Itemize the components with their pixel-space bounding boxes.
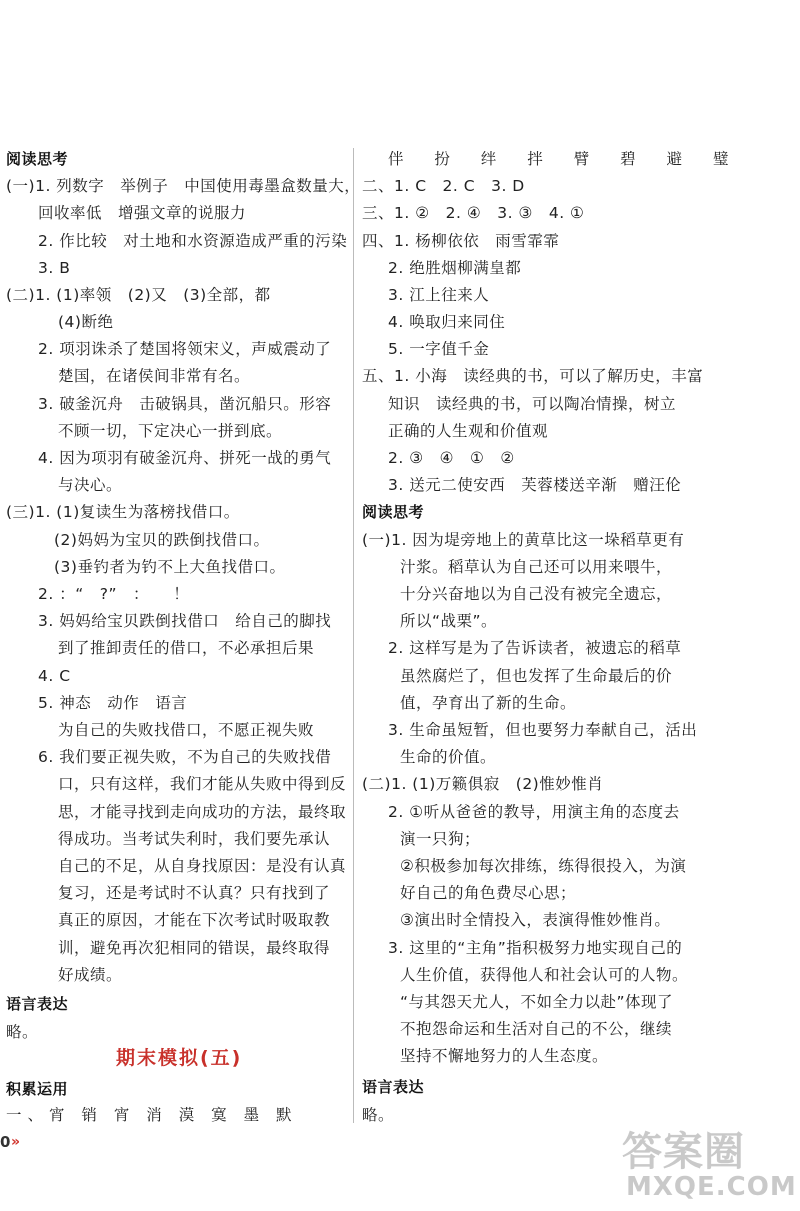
answer-line: 二、1. C 2. C 3. D [362,177,525,195]
answer-line: 2. 绝胜烟柳满皇都 [388,259,522,277]
answer-line: 4. C [38,667,71,685]
answer-line: 3. 破釜沉舟 击破锅具，凿沉船只。形容 [38,395,332,413]
answer-line: 知识 读经典的书，可以陶冶情操，树立 [388,395,677,413]
double-arrow-icon: » [11,1134,19,1150]
answer-line: 真正的原因，才能在下次考试时吸取教 [58,911,331,929]
answer-line: 人生价值，获得他人和社会认可的人物。 [400,966,689,984]
answer-line: “与其怨天尤人，不如全力以赴”体现了 [400,993,674,1011]
heading-language: 语言表达 [6,995,69,1013]
answer-line: 三、1. ② 2. ④ 3. ③ 4. ① [362,204,585,222]
answer-line: 好自己的角色费尽心思； [400,884,577,902]
answer-line: 值，孕育出了新的生命。 [400,694,577,712]
answer-line: 正确的人生观和价值观 [388,422,549,440]
answer-line: 虽然腐烂了，但也发挥了生命最后的价 [400,667,673,685]
answer-line: 口，只有这样，我们才能从失败中得到反 [58,775,347,793]
answer-line: 坚持不懈地努力的人生态度。 [400,1047,609,1065]
heading-accumulate: 积累运用 [6,1080,69,1098]
answer-line: 演一只狗； [400,830,481,848]
answer-line: 3. B [38,259,71,277]
answer-line: 6. 我们要正视失败，不为自己的失败找借 [38,748,332,766]
answer-line: 所以“战栗”。 [400,612,498,630]
answer-line: 3. 送元二使安西 芙蓉楼送辛渐 赠汪伦 [388,476,682,494]
answer-line: ③演出时全情投入，表演得惟妙惟肖。 [400,911,671,929]
answer-line: (3)垂钓者为钓不上大鱼找借口。 [54,558,286,576]
answer-line: 与决心。 [58,476,123,494]
answer-line: 略。 [362,1106,395,1124]
answer-line: (三)1. (1)复读生为落榜找借口。 [6,503,240,521]
answer-line: 2. 项羽诛杀了楚国将领宋义，声威震动了 [38,340,332,358]
answer-line: 3. 江上往来人 [388,286,490,304]
answer-line: (二)1. (1)率领 (2)又 (3)全部，都 [6,286,271,304]
answer-line: (一)1. 因为堤旁地上的黄草比这一垛稻草更有 [362,531,685,549]
answer-line: 汁浆。稻草认为自己还可以用来喂牛， [400,558,673,576]
answer-line: (二)1. (1)万籁俱寂 (2)惟妙惟肖 [362,775,604,793]
answer-line: 伴 扮 绊 拌 臂 碧 避 璧 [388,150,742,168]
answer-line: 思，才能寻找到走向成功的方法，最终取 [58,803,347,821]
answer-line: 训，避免再次犯相同的错误，最终取得 [58,939,331,957]
answer-line: 3. 妈妈给宝贝跌倒找借口 给自己的脚找 [38,612,332,630]
column-divider [353,148,354,1123]
watermark-url: MXQE.COM [626,1172,797,1202]
watermark-text: 答案圈 [622,1129,745,1175]
answer-line: 4. 因为项羽有破釜沉舟、拼死一战的勇气 [38,449,332,467]
heading-language: 语言表达 [362,1078,425,1096]
exam-title: 期末模拟(五) [116,1047,243,1069]
answer-line: 2. 这样写是为了告诉读者，被遗忘的稻草 [388,639,682,657]
answer-line: 2. ①听从爸爸的教导，用演主角的态度去 [388,803,680,821]
answer-line: 好成绩。 [58,966,123,984]
answer-line: 2. ：“ ?” ： ！ [38,585,190,603]
answer-line: 4. 唤取归来同住 [388,313,506,331]
answer-line: (2)妈妈为宝贝的跌倒找借口。 [54,531,270,549]
answer-line: 为自己的失败找借口，不愿正视失败 [58,721,315,739]
answer-line: 5. 神态 动作 语言 [38,694,188,712]
answer-line: 自己的不足，从自身找原因：是没有认真 [58,857,347,875]
answer-line: 一、宵 销 宵 消 漠 寞 墨 默 [6,1106,298,1124]
answer-line: 不顾一切，下定决心一拼到底。 [58,422,283,440]
answer-line: 生命的价值。 [400,748,497,766]
answer-line: 复习，还是考试时不认真？只有找到了 [58,884,331,902]
answer-line: 到了推卸责任的借口，不必承担后果 [58,639,315,657]
heading-reading: 阅读思考 [6,150,69,168]
answer-line: ②积极参加每次排练，练得很投入，为演 [400,857,687,875]
answer-line: 3. 生命虽短暂，但也要努力奉献自己，活出 [388,721,698,739]
answer-line: 楚国，在诸侯间非常有名。 [58,367,251,385]
answer-line: (4)断绝 [58,313,114,331]
answer-line: 2. 作比较 对土地和水资源造成严重的污染 [38,232,348,250]
answer-line: 十分兴奋地以为自己没有被完全遗忘， [400,585,673,603]
answer-line: 回收率低 增强文章的说服力 [38,204,247,222]
answer-line: 5. 一字值千金 [388,340,490,358]
answer-line: 略。 [6,1023,39,1041]
answer-line: 得成功。当考试失利时，我们要先承认 [58,830,331,848]
page-number: 0 [0,1133,11,1151]
answer-line: 不抱怨命运和生活对自己的不公，继续 [400,1020,673,1038]
answer-line: (一)1. 列数字 举例子 中国使用毒墨盒数量大， [6,177,361,195]
heading-reading: 阅读思考 [362,503,425,521]
watermark-logo [622,1120,797,1205]
answer-line: 2. ③ ④ ① ② [388,449,515,467]
answer-line: 3. 这里的“主角”指积极努力地实现自己的 [388,939,683,957]
answer-line: 四、1. 杨柳依依 雨雪霏霏 [362,232,560,250]
answer-line: 五、1. 小海 读经典的书，可以了解历史，丰富 [362,367,704,385]
